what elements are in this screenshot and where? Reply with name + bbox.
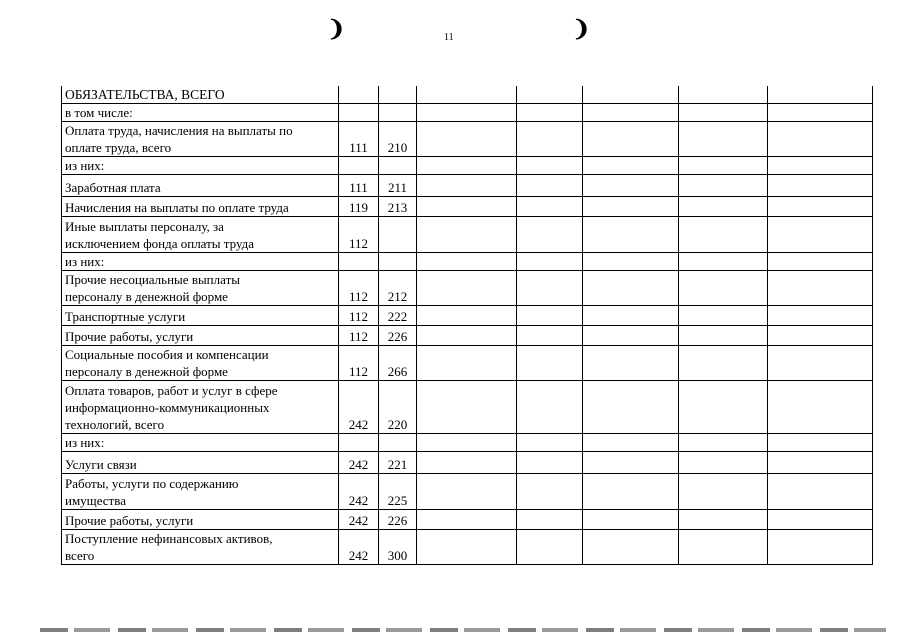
row-label: Оплата труда, начисления на выплаты по оплате труда, всего <box>62 122 339 157</box>
code-column-1: 119 <box>339 197 379 217</box>
code-column-1: 242 <box>339 510 379 530</box>
value-cell <box>583 434 679 452</box>
value-cell <box>768 157 873 175</box>
value-cell <box>768 271 873 306</box>
code-column-1: 242 <box>339 452 379 474</box>
value-cell <box>768 510 873 530</box>
code-column-1 <box>339 86 379 104</box>
table-row <box>62 104 873 122</box>
value-cell <box>417 271 517 306</box>
value-cell <box>417 306 517 326</box>
value-cell <box>417 253 517 271</box>
value-cell <box>768 217 873 253</box>
scan-artifact-right: ❩ <box>572 16 591 41</box>
code-column-1 <box>339 253 379 271</box>
value-cell <box>517 346 583 381</box>
value-cell <box>583 346 679 381</box>
value-cell <box>517 510 583 530</box>
value-cell <box>583 510 679 530</box>
obligations-table <box>61 86 873 565</box>
code-column-2: 213 <box>379 197 417 217</box>
value-cell <box>517 306 583 326</box>
value-cell <box>417 197 517 217</box>
code-column-2: 222 <box>379 306 417 326</box>
table-row <box>62 253 873 271</box>
value-cell <box>517 86 583 104</box>
row-label: в том числе: <box>62 104 339 122</box>
value-cell <box>583 175 679 197</box>
value-cell <box>517 122 583 157</box>
table-row <box>62 122 873 157</box>
code-column-1: 111 <box>339 122 379 157</box>
row-label: Оплата товаров, работ и услуг в сфере информационно-коммуникационных технологий, всего <box>62 381 339 434</box>
value-cell <box>417 157 517 175</box>
value-cell <box>583 217 679 253</box>
table-row <box>62 381 873 434</box>
value-cell <box>679 104 768 122</box>
code-column-1 <box>339 434 379 452</box>
row-label: Прочие работы, услуги <box>62 326 339 346</box>
code-column-1: 242 <box>339 530 379 565</box>
row-label: из них: <box>62 253 339 271</box>
code-column-2: 266 <box>379 346 417 381</box>
value-cell <box>768 346 873 381</box>
code-column-1: 242 <box>339 474 379 510</box>
table-row <box>62 434 873 452</box>
value-cell <box>583 157 679 175</box>
scan-bottom-edge <box>40 628 886 632</box>
table-row <box>62 452 873 474</box>
row-label: из них: <box>62 157 339 175</box>
value-cell <box>768 306 873 326</box>
table-row <box>62 86 873 104</box>
value-cell <box>417 346 517 381</box>
scan-artifact-left: ❩ <box>327 16 346 41</box>
value-cell <box>768 452 873 474</box>
row-label: Прочие несоциальные выплаты персоналу в денежной форме <box>62 271 339 306</box>
row-label: Начисления на выплаты по оплате труда <box>62 197 339 217</box>
value-cell <box>517 434 583 452</box>
value-cell <box>679 197 768 217</box>
value-cell <box>417 510 517 530</box>
value-cell <box>417 175 517 197</box>
code-column-1 <box>339 157 379 175</box>
table-row <box>62 510 873 530</box>
code-column-1: 112 <box>339 271 379 306</box>
code-column-2 <box>379 157 417 175</box>
value-cell <box>517 253 583 271</box>
code-column-2 <box>379 104 417 122</box>
code-column-1: 111 <box>339 175 379 197</box>
value-cell <box>679 530 768 565</box>
value-cell <box>679 510 768 530</box>
value-cell <box>679 326 768 346</box>
value-cell <box>583 530 679 565</box>
value-cell <box>417 217 517 253</box>
value-cell <box>583 474 679 510</box>
value-cell <box>417 381 517 434</box>
table-row <box>62 530 873 565</box>
value-cell <box>583 326 679 346</box>
value-cell <box>679 434 768 452</box>
code-column-2: 212 <box>379 271 417 306</box>
value-cell <box>679 122 768 157</box>
value-cell <box>417 86 517 104</box>
row-label: из них: <box>62 434 339 452</box>
value-cell <box>417 434 517 452</box>
value-cell <box>679 253 768 271</box>
row-label: Заработная плата <box>62 175 339 197</box>
row-label: Иные выплаты персоналу, за исключением фонда оплаты труда <box>62 217 339 253</box>
table-row <box>62 474 873 510</box>
code-column-1: 112 <box>339 217 379 253</box>
value-cell <box>517 175 583 197</box>
value-cell <box>517 157 583 175</box>
row-label: Прочие работы, услуги <box>62 510 339 530</box>
value-cell <box>679 157 768 175</box>
table-row <box>62 306 873 326</box>
code-column-2 <box>379 217 417 253</box>
value-cell <box>679 452 768 474</box>
value-cell <box>583 452 679 474</box>
value-cell <box>517 197 583 217</box>
value-cell <box>768 197 873 217</box>
value-cell <box>583 271 679 306</box>
value-cell <box>417 326 517 346</box>
value-cell <box>679 306 768 326</box>
table-body <box>62 86 873 565</box>
value-cell <box>679 217 768 253</box>
value-cell <box>583 253 679 271</box>
value-cell <box>768 253 873 271</box>
value-cell <box>417 122 517 157</box>
value-cell <box>517 217 583 253</box>
value-cell <box>768 530 873 565</box>
code-column-2: 226 <box>379 510 417 530</box>
code-column-1: 112 <box>339 346 379 381</box>
table-row <box>62 217 873 253</box>
code-column-2: 220 <box>379 381 417 434</box>
table-row <box>62 197 873 217</box>
row-label: ОБЯЗАТЕЛЬСТВА, ВСЕГО <box>62 86 339 104</box>
code-column-1 <box>339 104 379 122</box>
value-cell <box>679 346 768 381</box>
value-cell <box>583 86 679 104</box>
code-column-1: 112 <box>339 306 379 326</box>
row-label: Поступление нефинансовых активов, всего <box>62 530 339 565</box>
table-row <box>62 175 873 197</box>
value-cell <box>768 474 873 510</box>
value-cell <box>517 452 583 474</box>
page-number: 11 <box>444 32 454 43</box>
value-cell <box>679 381 768 434</box>
code-column-2: 211 <box>379 175 417 197</box>
value-cell <box>417 452 517 474</box>
row-label: Транспортные услуги <box>62 306 339 326</box>
value-cell <box>583 197 679 217</box>
value-cell <box>517 271 583 306</box>
code-column-2: 210 <box>379 122 417 157</box>
value-cell <box>768 381 873 434</box>
code-column-2 <box>379 253 417 271</box>
value-cell <box>768 175 873 197</box>
value-cell <box>679 271 768 306</box>
code-column-2: 221 <box>379 452 417 474</box>
row-label: Услуги связи <box>62 452 339 474</box>
value-cell <box>679 175 768 197</box>
value-cell <box>517 381 583 434</box>
table-row <box>62 157 873 175</box>
table-row <box>62 271 873 306</box>
value-cell <box>768 104 873 122</box>
value-cell <box>517 104 583 122</box>
code-column-2 <box>379 86 417 104</box>
value-cell <box>768 326 873 346</box>
value-cell <box>768 434 873 452</box>
value-cell <box>768 122 873 157</box>
row-label: Социальные пособия и компенсации персоналу в денежной форме <box>62 346 339 381</box>
value-cell <box>583 306 679 326</box>
value-cell <box>417 104 517 122</box>
value-cell <box>417 474 517 510</box>
value-cell <box>583 381 679 434</box>
value-cell <box>679 474 768 510</box>
code-column-1: 112 <box>339 326 379 346</box>
value-cell <box>517 326 583 346</box>
value-cell <box>583 104 679 122</box>
table-row <box>62 346 873 381</box>
value-cell <box>417 530 517 565</box>
code-column-2 <box>379 434 417 452</box>
code-column-2: 300 <box>379 530 417 565</box>
value-cell <box>583 122 679 157</box>
row-label: Работы, услуги по содержанию имущества <box>62 474 339 510</box>
code-column-2: 226 <box>379 326 417 346</box>
value-cell <box>679 86 768 104</box>
value-cell <box>517 474 583 510</box>
table-row <box>62 326 873 346</box>
value-cell <box>768 86 873 104</box>
value-cell <box>517 530 583 565</box>
code-column-2: 225 <box>379 474 417 510</box>
code-column-1: 242 <box>339 381 379 434</box>
